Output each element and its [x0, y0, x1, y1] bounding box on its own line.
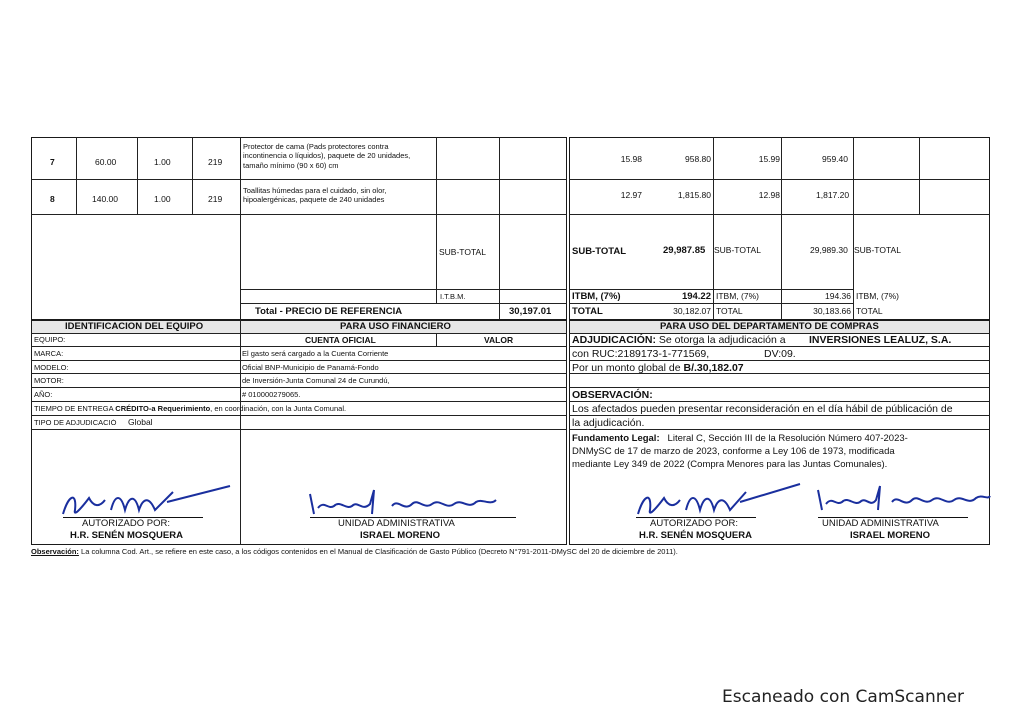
itbm-label: I.T.B.M.: [440, 292, 466, 301]
delivery-time-label: TIEMPO DE ENTREGA: [34, 404, 114, 413]
amount-value: B/.30,182.07: [683, 362, 744, 374]
marca-label: MARCA:: [34, 349, 64, 358]
total-reference-label: Total - PRECIO DE REFERENCIA: [255, 306, 403, 317]
price2-total: 959.40: [822, 154, 848, 164]
footnote-label: Observación:: [31, 547, 79, 556]
p2-itbm-label: ITBM, (7%): [716, 291, 759, 301]
financial-header: PARA USO FINANCIERO: [340, 321, 451, 332]
adjudication-line: [572, 335, 786, 346]
price2-total: 1,817.20: [816, 190, 850, 200]
adjudication-text: Se otorga la adjudicación a: [658, 334, 786, 346]
p1-itbm-value: 194.22: [681, 291, 711, 302]
anio-label: AÑO:: [34, 390, 53, 399]
p1-subtotal-value: 29,987.85: [663, 245, 706, 256]
p2-total-label: TOTAL: [716, 306, 743, 316]
motor-label: MOTOR:: [34, 376, 64, 385]
items-table-right: [569, 137, 990, 320]
financial-line-4: # 010000279065.: [242, 390, 301, 399]
authorized-by-name: H.R. SENÉN MOSQUERA: [70, 530, 183, 541]
adjudication-label: ADJUDICACIÓN:: [572, 334, 656, 346]
row-unit: 1.00: [154, 194, 171, 204]
observation-label: OBSERVACIÓN:: [572, 389, 653, 401]
equipment-header: IDENTIFICACION DEL EQUIPO: [65, 321, 204, 332]
valor-label: VALOR: [484, 335, 514, 345]
authorized-by-name-2: H.R. SENÉN MOSQUERA: [639, 530, 752, 541]
legal-basis-text-1: Literal C, Sección III de la Resolución Número 407-2023-: [667, 433, 908, 444]
row-number: 8: [50, 194, 55, 204]
amount-line: [572, 363, 744, 374]
modelo-label: MODELO:: [34, 363, 69, 372]
observation-line-1: Los afectados pueden presentar reconsideración en el día hábil de públicación de: [572, 403, 953, 415]
price1-total: 1,815.80: [677, 190, 711, 200]
delivery-time-bold: CRÉDITO-a Requerimiento: [115, 404, 211, 413]
delivery-time-value: , en coordinación, con la Junta Comunal.: [210, 404, 347, 413]
signature-moreno-2: [812, 484, 992, 518]
admin-unit-name-2: ISRAEL MORENO: [850, 530, 931, 541]
authorized-by-label-2: AUTORIZADO POR:: [650, 518, 738, 529]
footnote-text: La columna Cod. Art., se refiere en este caso, a los códigos contenidos en el Manual de Clasificación de Gasto Público (Decreto N°791-2011-DMySC del 20 de diciembre de 2011).: [78, 547, 678, 556]
price2-unit: 15.99: [758, 154, 780, 164]
adjudication-type-value: Global: [128, 417, 153, 427]
camscanner-watermark: Escaneado con CamScanner: [722, 687, 964, 707]
p1-subtotal-label: SUB-TOTAL: [572, 246, 627, 257]
observation-line-2: la adjudicación.: [572, 417, 645, 429]
amount-text: Por un monto global de: [572, 362, 681, 374]
financial-line-2: Oficial BNP-Municipio de Panamá-Fondo: [242, 363, 379, 372]
p1-itbm-label: ITBM, (7%): [572, 291, 621, 302]
dv-text: DV:09.: [764, 348, 796, 360]
adjudication-type-label: TIPO DE ADJUDICACIÓ: [34, 419, 117, 427]
equipo-label: EQUIPO:: [34, 335, 66, 344]
financial-line-3: de Inversión-Junta Comunal 24 de Curundú,: [242, 376, 390, 385]
price2-unit: 12.98: [758, 190, 780, 200]
legal-basis-label: Fundamento Legal:: [572, 433, 660, 444]
ruc-text: con RUC:2189173-1-771569,: [572, 348, 710, 360]
row-description: Toallitas húmedas para el cuidado, sin olor, hipoalergénicas, paquete de 240 unidades: [243, 186, 387, 205]
p3-itbm-label: ITBM, (7%): [856, 291, 899, 301]
row-quantity: 140.00: [92, 194, 118, 204]
row-unit: 1.00: [154, 157, 171, 167]
row-number: 7: [50, 157, 55, 167]
financial-line-1: El gasto será cargado a la Cuenta Corriente: [242, 349, 389, 358]
p3-subtotal-label: SUB-TOTAL: [854, 245, 901, 255]
admin-unit-label-2: UNIDAD ADMINISTRATIVA: [822, 518, 939, 529]
total-reference-value: 30,197.01: [509, 306, 552, 317]
price1-unit: 15.98: [620, 154, 642, 164]
price1-unit: 12.97: [620, 190, 642, 200]
legal-basis-line-1: [572, 434, 908, 444]
row-quantity: 60.00: [95, 157, 117, 167]
admin-unit-label: UNIDAD ADMINISTRATIVA: [338, 518, 455, 529]
row-description: Protector de cama (Pads protectores contra incontinencia o líquidos), paquete de 20 unidades, tamaño mínimo (90 x 60) cm: [243, 142, 411, 170]
subtotal-label: SUB-TOTAL: [439, 247, 486, 257]
delivery-time: [34, 405, 346, 413]
row-code: 219: [208, 157, 223, 167]
p2-itbm-value: 194.36: [825, 291, 851, 301]
purchasing-header: PARA USO DEL DEPARTAMENTO DE COMPRAS: [660, 321, 879, 332]
row-code: 219: [208, 194, 223, 204]
p1-total-value: 30,182.07: [673, 306, 711, 316]
p3-total-label: TOTAL: [856, 306, 883, 316]
p2-subtotal-value: 29,989.30: [810, 245, 848, 255]
admin-unit-name: ISRAEL MORENO: [360, 530, 441, 541]
cuenta-oficial-label: CUENTA OFICIAL: [305, 335, 376, 345]
p2-total-value: 30,183.66: [813, 306, 851, 316]
adjudication-company: INVERSIONES LEALUZ, S.A.: [809, 334, 952, 346]
p2-subtotal-label: SUB-TOTAL: [714, 245, 761, 255]
price1-total: 958.80: [685, 154, 711, 164]
authorized-by-label: AUTORIZADO POR:: [82, 518, 170, 529]
legal-basis-line-2: DNMySC de 17 de marzo de 2023, conforme a Ley 106 de 1973, modificada: [572, 446, 895, 457]
legal-basis-line-3: mediante Ley 349 de 2022 (Compra Menores para las Juntas Comunales).: [572, 459, 888, 470]
footnote: [31, 548, 678, 556]
p1-total-label: TOTAL: [572, 306, 603, 317]
